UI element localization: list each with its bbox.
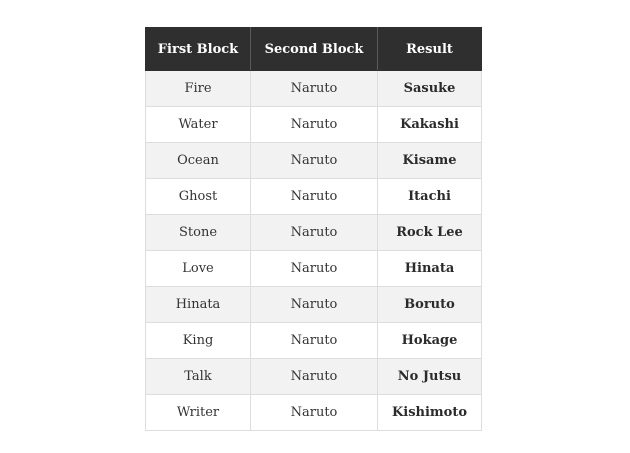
- table-row: [146, 323, 482, 359]
- first-block-cell: Hinata: [146, 287, 251, 323]
- table-body: [146, 71, 482, 431]
- table-row: [146, 287, 482, 323]
- first-block-cell: Ghost: [146, 179, 251, 215]
- header-second-block: Second Block: [251, 28, 378, 71]
- table-row: [146, 251, 482, 287]
- table-row: [146, 143, 482, 179]
- table-row: [146, 107, 482, 143]
- header-first-block: First Block: [146, 28, 251, 71]
- table-header: [146, 28, 482, 71]
- second-block-cell: Naruto: [251, 107, 378, 143]
- first-block-cell: Talk: [146, 359, 251, 395]
- result-cell: Kakashi: [378, 107, 482, 143]
- second-block-cell: Naruto: [251, 395, 378, 431]
- second-block-cell: Naruto: [251, 179, 378, 215]
- second-block-cell: Naruto: [251, 143, 378, 179]
- table-row: [146, 395, 482, 431]
- first-block-cell: King: [146, 323, 251, 359]
- second-block-cell: Naruto: [251, 323, 378, 359]
- second-block-cell: Naruto: [251, 359, 378, 395]
- result-cell: No Jutsu: [378, 359, 482, 395]
- result-cell: Rock Lee: [378, 215, 482, 251]
- result-cell: Sasuke: [378, 71, 482, 107]
- result-cell: Boruto: [378, 287, 482, 323]
- result-cell: Kishimoto: [378, 395, 482, 431]
- first-block-cell: Water: [146, 107, 251, 143]
- table-row: [146, 215, 482, 251]
- second-block-cell: Naruto: [251, 287, 378, 323]
- first-block-cell: Fire: [146, 71, 251, 107]
- header-row: [146, 28, 482, 71]
- table-row: [146, 179, 482, 215]
- result-cell: Itachi: [378, 179, 482, 215]
- first-block-cell: Ocean: [146, 143, 251, 179]
- header-result: Result: [378, 28, 482, 71]
- combination-table: [145, 27, 482, 431]
- result-cell: Hinata: [378, 251, 482, 287]
- table-row: [146, 71, 482, 107]
- first-block-cell: Stone: [146, 215, 251, 251]
- second-block-cell: Naruto: [251, 215, 378, 251]
- first-block-cell: Writer: [146, 395, 251, 431]
- table-row: [146, 359, 482, 395]
- second-block-cell: Naruto: [251, 71, 378, 107]
- first-block-cell: Love: [146, 251, 251, 287]
- result-cell: Hokage: [378, 323, 482, 359]
- result-cell: Kisame: [378, 143, 482, 179]
- second-block-cell: Naruto: [251, 251, 378, 287]
